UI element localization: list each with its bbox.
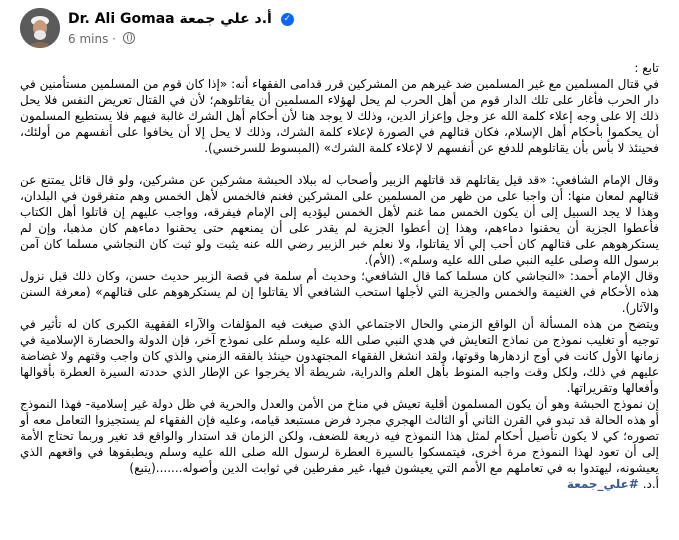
footer-prefix: أ.د. (642, 477, 659, 491)
paragraph-gap (20, 156, 659, 172)
post-meta (68, 32, 135, 46)
post-footer (20, 476, 659, 492)
paragraph-2: وقال الإمام الشافعي: «قد قيل يقاتلهم قد قاتلهم الزبير وأصحاب له ببلاد الحبشة مشركين عن مشركين، ولو قال قائل يمتنع عن قتالهم لمعان منها: أن واجبا على من ظهر من المسلمين على المشركين فغنم فالخمس لأهل الخمس وهم متفرقون في البلدان، وهذا لا يجد السبيل إلى أن يكون الخمس مما غنم لأهل الخمس ليؤديه إلى الإمام فيفرقه، وواجب عليهم إن قاتلوا أهل الكتاب فأعطوا الجزية أن يحقنوا دماءهم، وهذا إن أعطوا الجزية لم يقدر على أن يمنعهم حتى يحقنوا دماءهم كان مذهبا، وإن لم يستكرهوهم على قتالهم كان أحب إلي ألا يقاتلوا، ولا نعلم خبر الزبير رضي الله عنه يثبت ولو ثبت كان النجاشي مسلما كان آمن برسول الله وصلى عليه النبي صلى الله عليه وسلم». (الأم). (20, 173, 659, 267)
author-avatar[interactable] (20, 8, 60, 48)
avatar-photo (20, 8, 60, 48)
author-name[interactable]: Dr. Ali Gomaa أ.د علي جمعة (68, 11, 272, 27)
paragraph-3: وقال الإمام أحمد: «النجاشي كان مسلما كما قال الشافعي؛ وحديث أم سلمة في قصة الزبير حديث حسن، وكان ذلك قبل نزول هذه الأحكام في الغنيمة والخمس والجزية التي لأجلها استحب الشافعي ألا يقاتلوا إن لم يستكرهوهم على قتالهم» (معرفة السنن والآثار). (20, 269, 659, 315)
post-header (20, 8, 659, 52)
verified-badge-icon: ✓ (281, 13, 294, 26)
paragraph-1: في قتال المسلمين مع غير المسلمين ضد غيرهم من المشركين قرر قدامى الفقهاء أنه: «إذا كان قوم من المسلمين مستأمنين في دار الحرب فأغار على تلك الدار قوم من أهل الحرب لم يحل لهؤلاء المسلمين أن يقاتلوهم؛ لأن في القتال تعريض النفس فلا يحل ذلك إلا على وجه إعلاء كلمة الله عز وجل وإعزاز الدين، وذلك لا يوجد هنا لأن أحكام أهل الشرك غالبة فيهم فلا يستطيع المسلمون أن يحكموا بأحكام أهل الإسلام، فكان قتالهم في الصورة لإعلاء كلمة الشرك، وذلك لا يحل إلا أن يخافوا على أنفسهم من أولئك، فحينئذ لا بأس بأن يقاتلوهم للدفع عن أنفسهم لا لإعلاء كلمة الشرك» (المبسوط للسرخسي). (20, 77, 659, 155)
post-body (20, 60, 659, 492)
paragraph-4: ويتضح من هذه المسألة أن الواقع الزمني والحال الاجتماعي الذي صيغت فيه المؤلفات والآراء الفقهية الكبرى كان له تأثير في توجيه أو تغليب نموذج من نماذج التعايش في هدي النبي صلى الله عليه وسلم على نموذج آخر، فإن الدولة والحضارة الإسلامية في زمانها الأول كانت في أوج ازدهارها وقوتها، ولقد انشغل الفقهاء المجتهدون حينئذ بالفقه الزمني والذي كان واجب وقتهم ولا غضاضة عليهم في ذلك، ولكل وقت واجبه المنوط بأهل العلم والدراية، شريطة ألا يخرجوا عن الإطار الذي حددته السيرة العطرة بأقوالها وأفعالها وتقريراتها. (20, 317, 659, 395)
paragraph-intro: تابع : (634, 61, 659, 75)
author-name-row[interactable] (68, 11, 294, 27)
paragraph-5: إن نموذج الحبشة وهو أن يكون المسلمون أقلية تعيش في مناخ من الأمن والعدل والحرية في ظل دولة غير إسلامية- فهذا النموذج أو هذه الحالة قد تبدو في القرن الثاني أو الثالث الهجري مجرد فرض مستبعد قيامه، وعليه فإن الفقهاء لم يستجيزوا التعامل معه أو تصوره؛ كي لا يكون تأصيل أحكام لمثل هذا النموذج فيه ذريعة للضعف، ولكن الزمان قد استدار والواقع قد تغير وربما تحتاج الأمة إلى أن تعود لهذا النموذج مرة أخرى، فيتمسكوا بالسيرة العطرة لرسول الله صلى الله عليه وسلم ويطبقوها في واقعهم الذي يعيشونه، ليهتدوا به في تعاملهم مع الأمم التي يعيشون فيها، غير مفرطين في ثوابت الدين وأصوله.......(يتبع) (20, 397, 659, 475)
public-audience-icon[interactable] (123, 32, 135, 44)
hashtag-link[interactable]: #علي_جمعة (566, 477, 639, 491)
post-time[interactable]: 6 mins (68, 32, 109, 46)
meta-separator: · (112, 32, 116, 46)
